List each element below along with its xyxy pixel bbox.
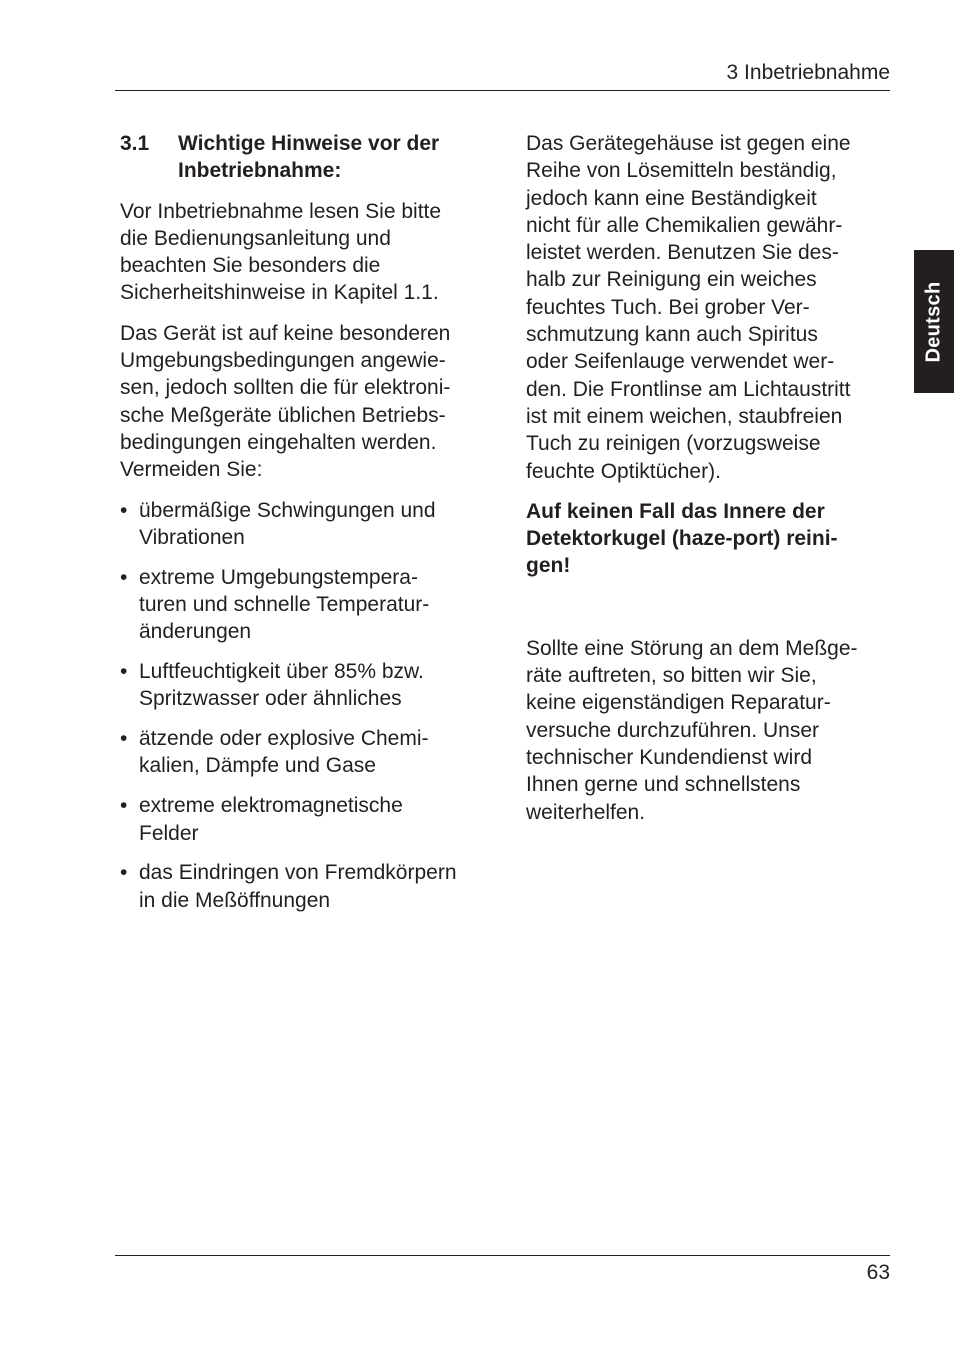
footer-rule <box>115 1255 890 1256</box>
list-item <box>120 725 488 780</box>
text-line: extreme elektromagnetische <box>139 794 403 818</box>
text-line: schmutzung kann auch Spiritus <box>526 323 818 347</box>
text-line: Sollte eine Störung an dem Meßge- <box>526 636 858 660</box>
warning-paragraph <box>526 498 892 580</box>
text-line: Vor Inbetriebnahme lesen Sie bitte <box>120 199 442 223</box>
header-rule <box>115 90 890 91</box>
text-line: Auf keinen Fall das Innere der <box>526 499 825 523</box>
text-line: Sicherheitshinweise in Kapitel 1.1. <box>120 281 439 305</box>
language-tab <box>914 250 954 393</box>
text-line: räte auftreten, so bitten wir Sie, <box>526 664 817 688</box>
text-line: übermäßige Schwingungen und <box>139 498 436 522</box>
section-title-line: Wichtige Hinweise vor der <box>178 132 440 155</box>
text-line: die Bedienungsanleitung und <box>120 226 391 250</box>
text-line: Tuch zu reinigen (vorzugsweise <box>526 432 821 456</box>
text-line: Umgebungsbedingungen angewie- <box>120 349 446 373</box>
text-line: Das Gerätegehäuse ist gegen eine <box>526 132 851 155</box>
text-line: bedingungen eingehalten werden. <box>120 430 437 454</box>
bullet-icon: • <box>120 660 128 684</box>
avoid-list <box>120 497 488 914</box>
intro-paragraph <box>120 198 488 307</box>
language-tab-label: Deutsch <box>922 280 945 363</box>
section-number: 3.1 <box>120 132 150 155</box>
text-line: feuchtes Tuch. Bei grober Ver- <box>526 295 810 319</box>
bullet-icon: • <box>120 727 128 751</box>
text-line: sen, jedoch sollten die für elektroni- <box>120 376 451 400</box>
page-number: 63 <box>866 1261 890 1284</box>
text-line: Felder <box>139 821 199 845</box>
bullet-icon: • <box>120 498 128 522</box>
text-line: Luftfeuchtigkeit über 85% bzw. <box>139 660 424 684</box>
running-header: 3 Inbetriebnahme <box>726 61 890 84</box>
list-item-text <box>139 792 488 847</box>
service-paragraph <box>526 635 892 826</box>
environment-paragraph <box>120 320 488 484</box>
bullet-icon: • <box>120 794 128 818</box>
text-line: halb zur Reinigung ein weiches <box>526 268 817 292</box>
list-item <box>120 792 488 847</box>
list-item-text <box>139 658 488 713</box>
text-line: Detektorkugel (haze-port) reini- <box>526 527 838 551</box>
list-item <box>120 859 488 914</box>
list-item <box>120 658 488 713</box>
list-item <box>120 497 488 552</box>
text-line: turen und schnelle Temperatur- <box>139 592 430 616</box>
text-line: feuchte Optiktücher). <box>526 459 721 483</box>
text-line: gen! <box>526 554 571 578</box>
text-line: den. Die Frontlinse am Lichtaustritt <box>526 377 851 401</box>
text-line: Vermeiden Sie: <box>120 458 263 482</box>
text-line: ist mit einem weichen, staubfreien <box>526 404 843 428</box>
text-line: extreme Umgebungstempera- <box>139 565 418 589</box>
section-title <box>178 130 488 185</box>
list-item-text <box>139 497 488 552</box>
text-line: keine eigenständigen Reparatur- <box>526 691 831 715</box>
list-item-text <box>139 859 488 914</box>
text-line: versuche durchzuführen. Unser <box>526 718 819 742</box>
bullet-icon: • <box>120 861 128 885</box>
text-line: das Eindringen von Fremdkörpern <box>139 861 457 885</box>
text-line: leistet werden. Benutzen Sie des- <box>526 241 839 265</box>
text-line: ätzende oder explosive Chemi- <box>139 727 429 751</box>
text-line: kalien, Dämpfe und Gase <box>139 754 376 778</box>
text-line: Das Gerät ist auf keine besonderen <box>120 321 451 345</box>
text-line: oder Seifenlauge verwendet wer- <box>526 350 835 374</box>
text-line: technischer Kundendienst wird <box>526 745 813 769</box>
text-line: Vibrationen <box>139 525 245 549</box>
section-title-line: Inbetriebnahme: <box>178 159 342 183</box>
list-item <box>120 564 488 646</box>
text-line: Spritzwasser oder ähnliches <box>139 687 402 711</box>
text-line: Ihnen gerne und schnellstens <box>526 773 801 797</box>
section-heading <box>120 130 488 185</box>
text-line: änderungen <box>139 620 252 644</box>
list-item-text <box>139 564 488 646</box>
text-line: weiterhelfen. <box>526 800 646 824</box>
right-column <box>526 130 892 839</box>
text-line: sche Meßgeräte üblichen Betriebs- <box>120 403 446 427</box>
text-line: nicht für alle Chemikalien gewähr- <box>526 213 843 237</box>
housing-paragraph <box>526 130 892 485</box>
text-line: jedoch kann eine Beständigkeit <box>526 186 817 210</box>
bullet-icon: • <box>120 565 128 589</box>
list-item-text <box>139 725 488 780</box>
text-line: in die Meßöffnungen <box>139 888 331 912</box>
left-column <box>120 130 488 926</box>
text-line: beachten Sie besonders die <box>120 254 381 278</box>
text-line: Reihe von Lösemitteln beständig, <box>526 159 837 183</box>
